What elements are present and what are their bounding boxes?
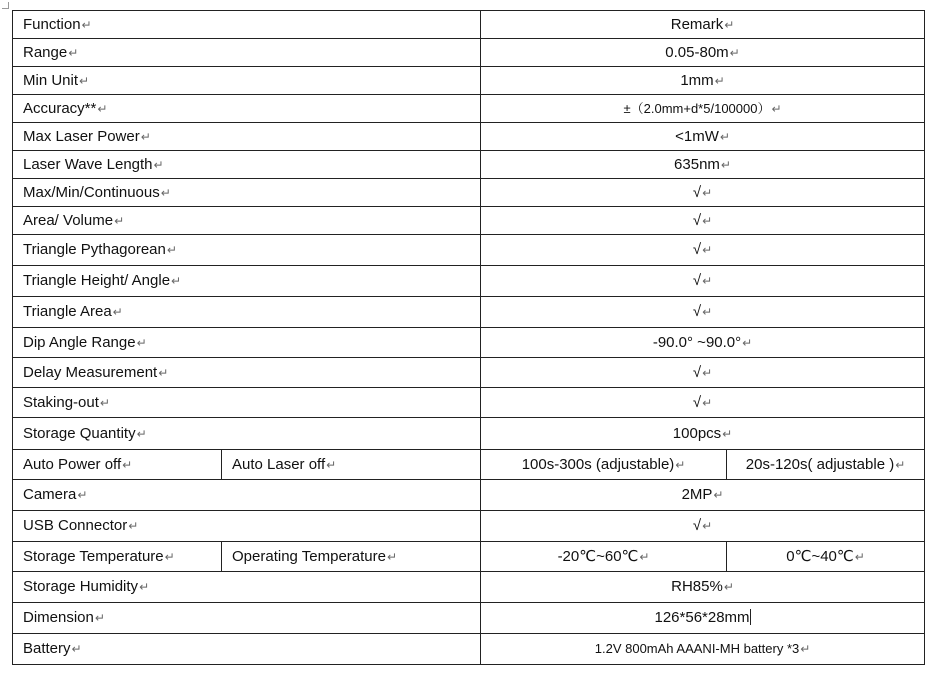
remark-cell [481, 95, 925, 123]
function-label: Max/Min/Continuous [23, 183, 160, 201]
remark-cell [481, 266, 925, 297]
function-cell [13, 634, 481, 665]
paragraph-mark-icon: ↵ [742, 335, 753, 350]
table-row [13, 207, 925, 235]
paragraph-mark-icon: ↵ [724, 17, 735, 32]
remark-cell [481, 328, 925, 358]
remark-cell [481, 542, 727, 572]
function-cell [13, 123, 481, 151]
remark-cell [481, 480, 925, 511]
function-cell [13, 151, 481, 179]
function-label: Auto Power off [23, 455, 122, 473]
paragraph-mark-icon: ↵ [139, 580, 150, 594]
table-row [13, 511, 925, 542]
table-row [13, 572, 925, 603]
function-cell [13, 266, 481, 297]
paragraph-mark-icon: ↵ [136, 426, 147, 441]
function-label: Dip Angle Range [23, 333, 136, 351]
function-cell [13, 418, 481, 450]
function-label: Storage Temperature [23, 547, 164, 565]
remark-value: 0℃~40℃ [786, 547, 854, 565]
paragraph-mark-icon: ↵ [81, 17, 92, 32]
text-cursor [750, 609, 751, 625]
function-cell [13, 358, 481, 388]
function-label: Triangle Area [23, 303, 112, 320]
function-cell [13, 328, 481, 358]
remark-cell [481, 151, 925, 179]
paragraph-mark-icon: ↵ [79, 73, 90, 88]
function-label: Min Unit [23, 71, 79, 89]
paragraph-mark-icon: ↵ [166, 243, 177, 257]
remark-cell [481, 123, 925, 151]
function-cell [13, 542, 222, 572]
function-cell [13, 450, 222, 480]
remark-cell [481, 388, 925, 418]
function-label: USB Connector [23, 517, 128, 534]
table-row [13, 358, 925, 388]
function-label: Triangle Pythagorean [23, 241, 166, 258]
table-row [13, 388, 925, 418]
table-row [13, 297, 925, 328]
function-cell [13, 235, 481, 266]
paragraph-mark-icon: ↵ [702, 185, 713, 200]
paragraph-mark-icon: ↵ [854, 549, 865, 564]
check-mark: √ [692, 517, 702, 534]
remark-cell [481, 358, 925, 388]
function-label: Operating Temperature [232, 547, 386, 565]
function-label: Laser Wave Length [23, 155, 153, 173]
check-mark: √ [692, 241, 702, 258]
function-label: Accuracy** [23, 99, 97, 117]
function-cell [13, 67, 481, 95]
paragraph-mark-icon: ↵ [720, 157, 731, 172]
function-cell-2 [222, 542, 481, 572]
table-row [13, 151, 925, 179]
function-cell [13, 297, 481, 328]
remark-value: 1mm [680, 71, 714, 89]
remark-value: 100s-300s (adjustable) [521, 455, 675, 473]
paragraph-mark-icon: ↵ [122, 457, 133, 472]
remark-cell [481, 235, 925, 266]
table-row [13, 39, 925, 67]
function-label: Area/ Volume [23, 211, 114, 229]
paragraph-mark-icon: ↵ [723, 580, 734, 594]
function-cell [13, 179, 481, 207]
paragraph-mark-icon: ↵ [702, 213, 713, 228]
remark-value: ±（2.0mm+d*5/100000） [623, 100, 771, 116]
paragraph-mark-icon: ↵ [99, 395, 110, 410]
paragraph-mark-icon: ↵ [702, 274, 713, 288]
header-remark-cell [481, 11, 925, 39]
remark-cell [481, 67, 925, 95]
paragraph-mark-icon: ↵ [895, 457, 906, 472]
remark-value: -90.0° ~90.0° [652, 333, 742, 351]
table-row [13, 480, 925, 511]
table-row-split [13, 542, 925, 572]
check-mark: √ [692, 272, 702, 289]
function-cell [13, 388, 481, 418]
paragraph-mark-icon: ↵ [136, 335, 147, 350]
function-label: Delay Measurement [23, 363, 158, 381]
paragraph-mark-icon: ↵ [719, 129, 730, 144]
table-header-row [13, 11, 925, 39]
paragraph-mark-icon: ↵ [639, 549, 650, 564]
paragraph-mark-icon: ↵ [158, 365, 169, 380]
function-cell [13, 511, 481, 542]
remark-value: 2MP [681, 486, 713, 503]
remark-cell [481, 603, 925, 634]
table-row [13, 67, 925, 95]
header-remark: Remark [670, 15, 724, 33]
paragraph-mark-icon: ↵ [702, 519, 713, 533]
paragraph-mark-icon: ↵ [164, 549, 175, 564]
function-label: Storage Quantity [23, 424, 136, 442]
function-label: Dimension [23, 609, 94, 626]
remark-cell [481, 39, 925, 67]
remark-value: 0.05-80m [665, 43, 729, 61]
spec-table [12, 10, 925, 665]
table-row-split [13, 450, 925, 480]
check-mark: √ [692, 211, 702, 229]
remark-cell [481, 634, 925, 665]
paragraph-mark-icon: ↵ [702, 305, 713, 319]
paragraph-mark-icon: ↵ [160, 185, 171, 200]
table-row [13, 603, 925, 634]
check-mark: √ [692, 183, 702, 201]
remark-cell [481, 297, 925, 328]
paragraph-mark-icon: ↵ [702, 243, 713, 257]
remark-value: 635nm [674, 155, 720, 173]
remark-value: -20℃~60℃ [557, 547, 639, 565]
paragraph-mark-icon: ↵ [771, 101, 782, 116]
paragraph-mark-icon: ↵ [140, 129, 151, 144]
check-mark: √ [692, 363, 702, 381]
remark-cell-2 [727, 542, 925, 572]
remark-value: RH85% [671, 578, 723, 595]
remark-cell [481, 572, 925, 603]
paragraph-mark-icon: ↵ [713, 488, 724, 502]
function-label: Battery [23, 640, 71, 657]
function-label: Storage Humidity [23, 578, 139, 595]
paragraph-mark-icon: ↵ [71, 642, 82, 656]
paragraph-mark-icon: ↵ [77, 488, 88, 502]
paragraph-mark-icon: ↵ [326, 457, 337, 472]
paragraph-mark-icon: ↵ [112, 305, 123, 319]
function-label: Camera [23, 486, 77, 503]
check-mark: √ [692, 303, 702, 320]
function-label: Range [23, 43, 68, 61]
remark-cell-2 [727, 450, 925, 480]
paragraph-mark-icon: ↵ [386, 549, 398, 564]
page-corner-mark [2, 2, 9, 9]
function-cell [13, 480, 481, 511]
remark-value: 100pcs [672, 424, 722, 442]
table-row [13, 266, 925, 297]
remark-cell [481, 450, 727, 480]
check-mark: √ [692, 393, 702, 411]
remark-value: 1.2V 800mAh AAANI-MH battery *3 [594, 641, 800, 656]
paragraph-mark-icon: ↵ [97, 101, 108, 116]
paragraph-mark-icon: ↵ [722, 426, 733, 441]
paragraph-mark-icon: ↵ [729, 45, 740, 60]
function-cell [13, 95, 481, 123]
table-row [13, 235, 925, 266]
remark-cell [481, 179, 925, 207]
table-row [13, 123, 925, 151]
paragraph-mark-icon: ↵ [153, 157, 164, 172]
header-function: Function [23, 15, 81, 33]
paragraph-mark-icon: ↵ [714, 73, 725, 88]
paragraph-mark-icon: ↵ [702, 365, 713, 380]
function-cell [13, 39, 481, 67]
remark-cell [481, 418, 925, 450]
function-cell [13, 603, 481, 634]
function-label: Staking-out [23, 393, 99, 411]
paragraph-mark-icon: ↵ [702, 395, 713, 410]
table-row [13, 634, 925, 665]
paragraph-mark-icon: ↵ [68, 45, 79, 60]
function-label: Max Laser Power [23, 127, 140, 145]
header-function-cell [13, 11, 481, 39]
function-label: Triangle Height/ Angle [23, 272, 171, 289]
paragraph-mark-icon: ↵ [675, 457, 686, 472]
table-row [13, 418, 925, 450]
function-label: Auto Laser off [232, 455, 326, 473]
remark-value: 126*56*28mm [654, 609, 750, 626]
remark-cell [481, 511, 925, 542]
table-row [13, 95, 925, 123]
function-cell-2 [222, 450, 481, 480]
paragraph-mark-icon: ↵ [94, 611, 105, 625]
function-cell [13, 207, 481, 235]
function-cell [13, 572, 481, 603]
paragraph-mark-icon: ↵ [800, 642, 811, 656]
remark-value: 20s-120s( adjustable ) [745, 455, 895, 473]
remark-cell [481, 207, 925, 235]
paragraph-mark-icon: ↵ [171, 274, 182, 288]
paragraph-mark-icon: ↵ [128, 519, 139, 533]
paragraph-mark-icon: ↵ [114, 213, 125, 228]
table-row [13, 179, 925, 207]
table-row [13, 328, 925, 358]
remark-value: <1mW [675, 127, 719, 145]
